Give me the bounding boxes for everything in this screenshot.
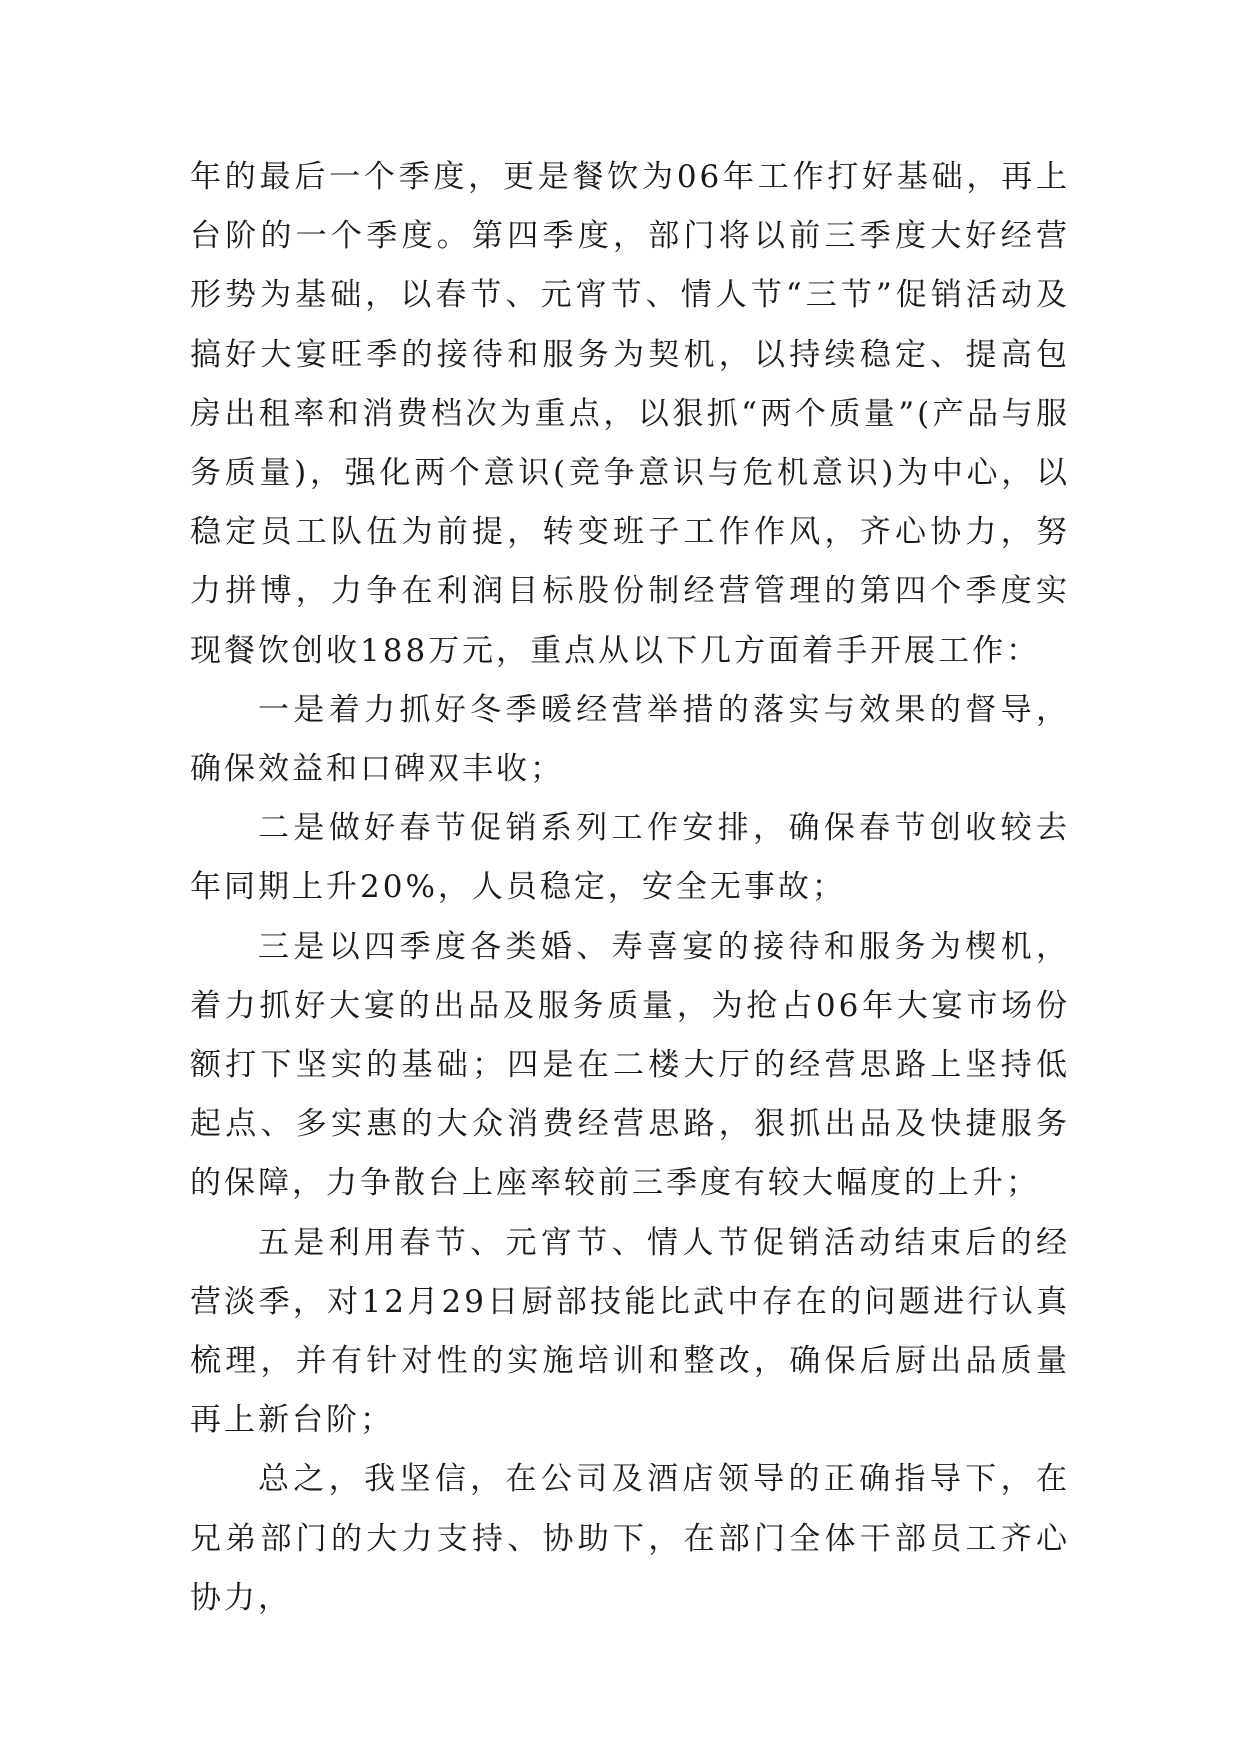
paragraph-item-three-four: 三是以四季度各类婚、寿喜宴的接待和服务为楔机，着力抓好大宴的出品及服务质量，为抢占06年大宴市场份额打下坚实的基础；四是在二楼大厅的经营思路上坚持低起点、多实惠的大众消费经营思路，狠抓出品及快捷服务的保障，力争散台上座率较前三季度有较大幅度的上升； [190,928,1070,1202]
paragraph-conclusion: 总之，我坚信，在公司及酒店领导的正确指导下，在兄弟部门的大力支持、协助下，在部门全体干部员工齐心协力， [190,1461,1070,1616]
paragraph-item-one: 一是着力抓好冬季暖经营举措的落实与效果的督导，确保效益和口碑双丰收； [190,691,1070,788]
paragraph-intro: 年的最后一个季度，更是餐饮为06年工作打好基础，再上台阶的一个季度。第四季度，部门将以前三季度大好经营形势为基础，以春节、元宵节、情人节“三节”促销活动及搞好大宴旺季的接待和服务为契机，以持续稳定、提高包房出租率和消费档次为重点，以狠抓“两个质量”(产品与服务质量)，强化两个意识(竞争意识与危机意识)为中心，以稳定员工队伍为前提，转变班子工作作风，齐心协力，努力拼博，力争在利润目标股份制经营管理的第四个季度实现餐饮创收188万元，重点从以下几方面着手开展工作： [190,159,1070,669]
document-body [190,148,1070,1628]
paragraph-item-two: 二是做好春节促销系列工作安排，确保春节创收较去年同期上升20%，人员稳定，安全无事故； [190,810,1070,906]
paragraph-item-five: 五是利用春节、元宵节、情人节促销活动结束后的经营淡季，对12月29日厨部技能比武中存在的问题进行认真梳理，并有针对性的实施培训和整改，确保后厨出品质量再上新台阶； [190,1224,1070,1439]
